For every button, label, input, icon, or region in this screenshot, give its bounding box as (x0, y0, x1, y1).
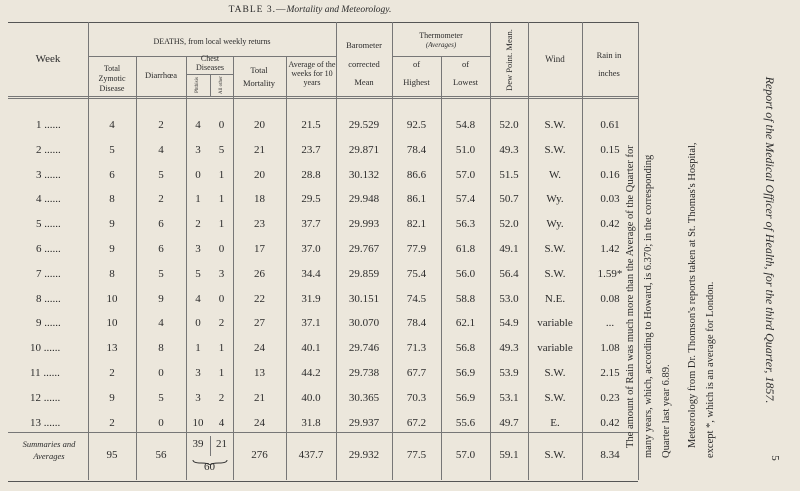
row-divider (392, 56, 490, 57)
cell-tot: 18 (254, 193, 265, 206)
cell-tot: 27 (254, 317, 265, 330)
cell-dew: 51.5 (499, 168, 519, 181)
cell-tot: 23 (254, 218, 265, 231)
page-number: 5 (768, 455, 781, 461)
cell-tot: 17 (254, 243, 265, 255)
cell-bar: 29.529 (348, 119, 380, 131)
summary-label: Summaries and Averages (22, 439, 76, 461)
summary-wind: S.W. (544, 449, 566, 461)
cell-wind: S.W. (544, 243, 566, 255)
cell-rain: 2.15 (600, 367, 620, 379)
cell-rain: 1.08 (600, 342, 620, 355)
header-diarrhoea: Diarrhœa (144, 70, 178, 80)
cell-rain: 0.16 (600, 168, 620, 181)
cell-dew: 49.3 (499, 143, 519, 156)
cell-dew: 53.9 (499, 367, 519, 379)
cell-ph: 10 (192, 416, 204, 429)
row-divider (8, 432, 638, 433)
header-average: Average of the weeks for 10 years (288, 60, 336, 87)
cell-bar: 30.365 (348, 391, 380, 404)
note-meteorology: Meteorology from Dr. Thomson's reports taken at St. Thomas's Hospital, except *, which is an average for London. (687, 142, 716, 458)
header-barometer-corrected: corrected (348, 59, 380, 69)
week-label: 5 ...... (36, 218, 61, 231)
header-chest-diseases: Chest Diseases (196, 54, 224, 72)
cell-ph: 2 (195, 218, 201, 231)
cell-tot: 22 (254, 292, 265, 305)
row-divider (8, 98, 638, 99)
cell-hi: 67.7 (406, 367, 427, 379)
table-title-number: TABLE 3.— (228, 5, 287, 15)
cell-ph: 1 (195, 193, 201, 206)
cell-dia: 0 (158, 367, 164, 379)
cell-hi: 86.6 (406, 168, 427, 181)
cell-wind: S.W. (544, 119, 566, 131)
cell-lo: 56.9 (455, 367, 476, 379)
header-barometer-mean: Mean (354, 77, 374, 87)
cell-dew: 49.1 (499, 243, 519, 255)
cell-hi: 78.4 (406, 317, 427, 330)
cell-rain: 0.42 (600, 416, 620, 429)
week-label: 9 ...... (36, 317, 61, 330)
cell-dia: 2 (158, 193, 164, 206)
cell-dia: 4 (158, 143, 164, 156)
cell-ot: 5 (218, 143, 225, 156)
cell-ot: 3 (218, 267, 225, 280)
cell-rain: 0.03 (600, 193, 620, 206)
cell-rain: 0.08 (600, 292, 620, 305)
cell-dia: 8 (158, 342, 164, 355)
cell-wind: S.W. (544, 143, 566, 156)
cell-wind: S.W. (544, 391, 566, 404)
summary-zymotic: 95 (106, 449, 118, 461)
cell-wind: Wy. (546, 218, 564, 231)
cell-lo: 56.3 (455, 218, 476, 231)
cell-hi: 70.3 (406, 391, 427, 404)
cell-dia: 5 (158, 267, 164, 280)
summary-total-mortality: 276 (251, 449, 268, 461)
table-title (0, 5, 620, 15)
week-label: 12 ...... (30, 391, 61, 404)
cell-lo: 56.8 (455, 342, 476, 355)
cell-ph: 3 (195, 391, 201, 404)
cell-avg: 37.0 (301, 243, 321, 255)
table-title-subject: Mortality and Meteorology. (286, 5, 392, 15)
cell-ot: 0 (218, 292, 225, 305)
cell-dew: 49.7 (499, 416, 519, 429)
week-label: 13 ...... (30, 416, 61, 429)
cell-zym: 10 (106, 292, 118, 305)
cell-ph: 3 (195, 367, 201, 379)
cell-lo: 51.0 (455, 143, 476, 156)
cell-ot: 1 (218, 218, 225, 231)
cell-avg: 37.7 (301, 218, 321, 231)
header-of-highest: of (412, 59, 421, 69)
cell-ph: 4 (195, 119, 201, 131)
cell-avg: 37.1 (301, 317, 321, 330)
cell-ph: 0 (195, 317, 201, 330)
header-thermometer-averages: (Averages) (425, 41, 457, 49)
cell-avg: 40.0 (301, 391, 321, 404)
header-thermometer: Thermometer (419, 31, 463, 40)
header-dew-point: Dew Point. Mean. (504, 29, 514, 91)
cell-avg: 29.5 (301, 193, 321, 206)
summary-rain: 8.34 (600, 449, 620, 461)
header-week: Week (35, 53, 61, 65)
summary-average: 437.7 (298, 449, 324, 461)
summary-all-other: 21 (216, 438, 227, 450)
cell-lo: 54.8 (455, 119, 476, 131)
cell-lo: 56.0 (455, 267, 476, 280)
cell-hi: 71.3 (406, 342, 427, 355)
header-lowest: Lowest (452, 77, 479, 87)
cell-dia: 6 (158, 218, 164, 231)
cell-hi: 74.5 (406, 292, 427, 305)
cell-hi: 78.4 (406, 143, 427, 156)
cell-avg: 23.7 (301, 143, 321, 156)
cell-zym: 13 (106, 342, 118, 355)
cell-dew: 49.3 (499, 342, 519, 355)
cell-avg: 34.4 (301, 267, 321, 280)
cell-dia: 6 (158, 243, 164, 255)
cell-bar: 29.937 (348, 416, 380, 429)
cell-lo: 58.8 (455, 292, 476, 305)
cell-ot: 2 (218, 391, 225, 404)
header-wind: Wind (545, 54, 565, 64)
cell-wind: Wy. (546, 193, 564, 206)
cell-zym: 2 (109, 367, 115, 379)
cell-dia: 5 (158, 391, 164, 404)
cell-zym: 8 (109, 267, 115, 280)
cell-hi: 77.9 (406, 243, 427, 255)
cell-ot: 1 (218, 168, 225, 181)
cell-wind: W. (548, 168, 562, 181)
summary-diarrhoea: 56 (155, 449, 167, 461)
report-title: Report of the Medical Officer of Health, for the third Quarter, 1857. (763, 76, 777, 404)
cell-ph: 4 (195, 292, 201, 305)
cell-dia: 9 (158, 292, 164, 305)
cell-lo: 62.1 (455, 317, 476, 330)
cell-rain: ... (605, 317, 615, 330)
cell-wind: variable (537, 342, 573, 355)
cell-zym: 9 (109, 243, 115, 255)
cell-dew: 50.7 (499, 193, 519, 206)
cell-zym: 9 (109, 391, 115, 404)
cell-zym: 2 (109, 416, 115, 429)
cell-zym: 8 (109, 193, 115, 206)
cell-tot: 24 (254, 342, 265, 355)
cell-tot: 21 (254, 391, 265, 404)
cell-hi: 82.1 (406, 218, 427, 231)
cell-wind: E. (550, 416, 560, 429)
cell-rain: 0.15 (600, 143, 620, 156)
cell-avg: 21.5 (301, 119, 321, 131)
cell-lo: 61.8 (455, 243, 476, 255)
cell-avg: 31.8 (301, 416, 321, 429)
cell-ot: 2 (218, 317, 225, 330)
cell-tot: 13 (254, 367, 265, 379)
cell-lo: 57.0 (455, 168, 476, 181)
cell-dia: 0 (158, 416, 164, 429)
cell-ot: 1 (218, 342, 225, 355)
row-divider (8, 96, 638, 97)
cell-avg: 40.1 (301, 342, 321, 355)
cell-bar: 29.871 (348, 143, 380, 156)
cell-lo: 57.4 (455, 193, 476, 206)
cell-bar: 30.070 (348, 317, 380, 330)
cell-dew: 52.0 (499, 218, 519, 231)
cell-ot: 1 (218, 367, 225, 379)
header-barometer: Barometer (346, 40, 382, 50)
cell-tot: 26 (254, 267, 265, 280)
cell-avg: 31.9 (301, 292, 321, 305)
cell-dia: 4 (158, 317, 164, 330)
cell-avg: 28.8 (301, 168, 321, 181)
cell-dew: 53.1 (499, 391, 519, 404)
header-rain: Rain in inches (596, 50, 622, 78)
summary-lowest: 57.0 (455, 449, 476, 461)
cell-dew: 52.0 (499, 119, 519, 131)
cell-dia: 5 (158, 168, 164, 181)
cell-bar: 30.151 (348, 292, 380, 305)
summary-dew-point: 59.1 (499, 449, 519, 461)
week-label: 1 ...... (36, 119, 61, 131)
cell-rain: 1.42 (600, 243, 620, 255)
cell-bar: 29.993 (348, 218, 380, 231)
cell-ph: 1 (195, 342, 201, 355)
header-all-other: All other (219, 76, 224, 94)
week-label: 11 ...... (30, 367, 60, 379)
cell-rain: 0.61 (600, 119, 620, 131)
cell-ph: 3 (195, 143, 201, 156)
cell-lo: 55.6 (455, 416, 476, 429)
cell-bar: 29.948 (348, 193, 380, 206)
cell-zym: 6 (109, 168, 115, 181)
header-of-lowest: of (461, 59, 470, 69)
cell-ph: 3 (195, 243, 201, 255)
header-phthisis: Phthisis (195, 77, 200, 93)
cell-lo: 56.9 (455, 391, 476, 404)
cell-wind: N.E. (544, 292, 566, 305)
summary-brace (192, 452, 228, 458)
week-label: 4 ...... (36, 193, 61, 206)
week-label: 3 ...... (36, 168, 61, 181)
header-deaths-group: DEATHS, from local weekly returns (153, 37, 271, 46)
week-label: 2 ...... (36, 143, 61, 156)
cell-bar: 29.738 (348, 367, 380, 379)
side-notes (622, 128, 728, 458)
col-divider (210, 74, 211, 96)
cell-rain: 1.59* (597, 267, 623, 280)
cell-tot: 24 (254, 416, 265, 429)
cell-tot: 20 (254, 168, 265, 181)
cell-bar: 29.859 (348, 267, 380, 280)
summary-highest: 77.5 (406, 449, 427, 461)
cell-zym: 4 (109, 119, 115, 131)
cell-dew: 56.4 (499, 267, 519, 280)
summary-barometer: 29.932 (348, 449, 380, 461)
cell-ot: 4 (218, 416, 225, 429)
cell-zym: 10 (106, 317, 118, 330)
cell-hi: 92.5 (406, 119, 427, 131)
cell-bar: 29.746 (348, 342, 380, 355)
header-total-zymotic: Total Zymotic Disease (98, 64, 126, 93)
week-label: 7 ...... (36, 267, 61, 280)
cell-hi: 67.2 (406, 416, 427, 429)
cell-dia: 2 (158, 119, 164, 131)
cell-rain: 0.42 (600, 218, 620, 231)
header-total-mortality: Total Mortality (242, 65, 276, 88)
cell-rain: 0.23 (600, 391, 620, 404)
summary-phthisis: 39 (192, 438, 204, 450)
summary-chest-total: 60 (204, 461, 215, 473)
cell-bar: 29.767 (348, 243, 380, 255)
cell-zym: 5 (109, 143, 115, 156)
header-highest: Highest (403, 77, 430, 87)
week-label: 8 ...... (36, 292, 61, 305)
cell-tot: 21 (254, 143, 265, 156)
cell-ph: 0 (195, 168, 201, 181)
cell-ot: 0 (218, 119, 225, 131)
cell-tot: 20 (254, 119, 265, 131)
cell-avg: 44.2 (301, 367, 321, 379)
cell-zym: 9 (109, 218, 115, 231)
cell-bar: 30.132 (348, 168, 380, 181)
cell-ph: 5 (195, 267, 201, 280)
cell-dew: 53.0 (499, 292, 519, 305)
cell-hi: 86.1 (406, 193, 427, 206)
cell-ot: 1 (218, 193, 225, 206)
cell-wind: variable (537, 317, 573, 330)
cell-ot: 0 (218, 243, 225, 255)
cell-wind: S.W. (544, 267, 566, 280)
week-label: 6 ...... (36, 243, 61, 255)
note-rain: The amount of Rain was much more than the Average of the Quarter for many years, which, according to Howard, is 6.370; in the corresponding Quarter last year 6.89. (625, 145, 672, 458)
cell-dew: 54.9 (499, 317, 519, 330)
cell-wind: S.W. (544, 367, 566, 379)
cell-hi: 75.4 (406, 267, 427, 280)
week-label: 10 ...... (30, 342, 61, 355)
